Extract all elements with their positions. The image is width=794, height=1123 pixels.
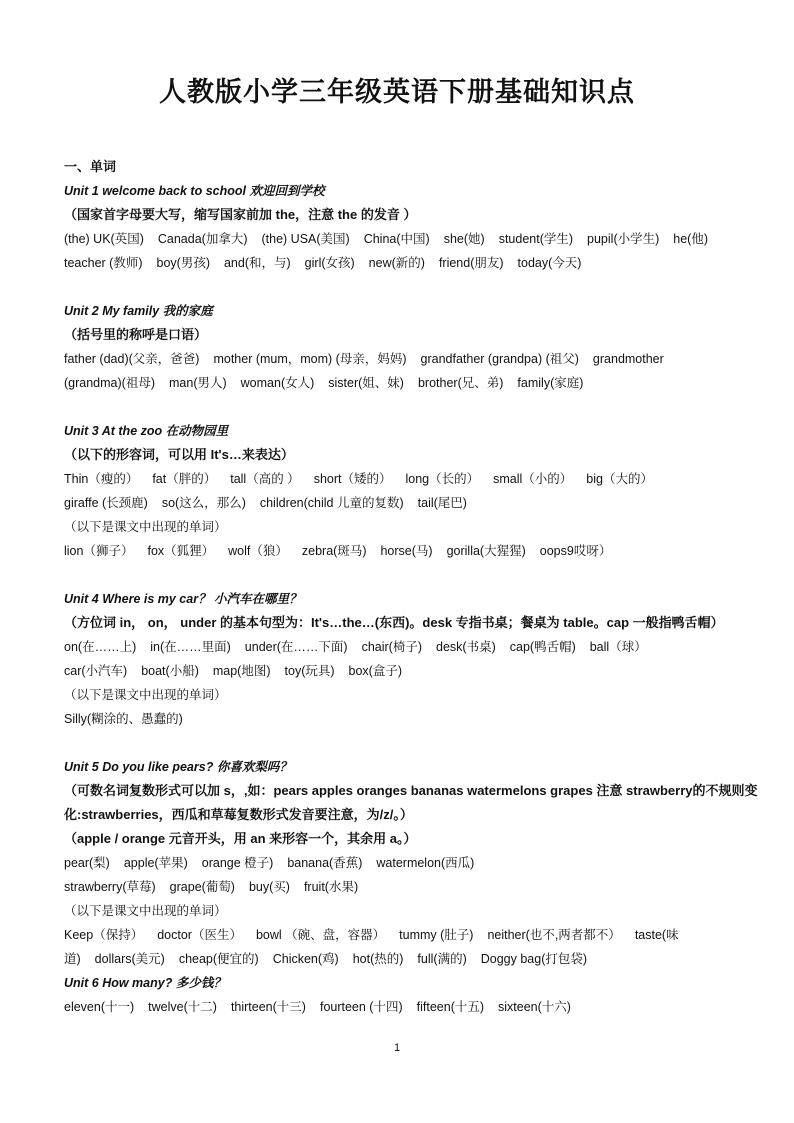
vocab-word: boy(男孩) [156, 256, 210, 270]
vocab-word: gorilla(大猩猩) [446, 544, 526, 558]
vocab-word: hot(热的) [352, 952, 404, 966]
vocab-word: tail(尾巴) [417, 496, 467, 510]
vocab-word: in(在……里面) [150, 640, 231, 654]
vocab-word: cheap(便宜的) [178, 952, 259, 966]
vocab-word: today(今天) [517, 256, 582, 270]
unit-heading: Unit 2 My family 我的家庭 [64, 304, 213, 318]
vocab-word: sister(姐、妹) [328, 376, 404, 390]
unit-heading: Unit 5 Do you like pears? 你喜欢梨吗？ [64, 760, 292, 774]
vocab-line [64, 347, 788, 371]
vocab-word: （以下是课文中出现的单词） [64, 688, 227, 702]
vocab-word: man(男人) [169, 376, 227, 390]
section-heading: 一、单词 [64, 159, 117, 174]
vocab-word: buy(买) [248, 880, 290, 894]
unit-heading: Unit 4 Where is my car？ 小汽车在哪里？ [64, 592, 302, 606]
vocab-word: China(中国) [363, 232, 430, 246]
vocab-line [64, 923, 788, 947]
vocab-word: cap(鸭舌帽) [509, 640, 576, 654]
unit-note: （以下的形容词，可以用 It's…来表达） [64, 447, 294, 462]
vocab-word: doctor（医生） [157, 928, 242, 942]
vocab-word: fourteen (十四) [319, 1000, 403, 1014]
unit-note: （国家首字母要大写，缩写国家前加 the，注意 the 的发音 ） [64, 207, 417, 222]
vocab-word: neither(也不,两者都不） [487, 928, 621, 942]
vocab-word: father (dad)(父亲，爸爸) [64, 352, 200, 366]
vocab-word: horse(马) [380, 544, 433, 558]
unit-note: （可数名词复数形式可以加 s，,如：pears apples oranges bananas watermelons grapes 注意 strawberry的不规则变化:strawberries，西瓜和草莓复数形式发音要注意，为/z/。） [64, 783, 758, 822]
vocab-word: fruit(水果) [303, 880, 359, 894]
vocab-word: fox（狐狸） [147, 544, 215, 558]
vocab-line [64, 683, 788, 707]
unit-spacer [64, 563, 788, 587]
vocab-word: ball（球） [589, 640, 647, 654]
vocab-word: (the) USA(美国) [261, 232, 350, 246]
vocab-word: Thin（瘦的） [64, 472, 139, 486]
vocab-word: (grandma)(祖母) [64, 376, 155, 390]
vocab-line [64, 851, 788, 875]
vocab-word: pupil(小学生) [587, 232, 660, 246]
vocab-word: Chicken(鸡) [272, 952, 339, 966]
vocab-word: zebra(斑马) [301, 544, 367, 558]
page-title: 人教版小学三年级英语下册基础知识点 [159, 77, 635, 108]
vocab-line [64, 227, 788, 251]
vocab-word: pear(梨) [64, 856, 110, 870]
vocab-word: girl(女孩) [304, 256, 355, 270]
vocab-word: grandfather (grandpa) (祖父) [420, 352, 579, 366]
vocab-line [64, 707, 788, 731]
vocab-word: short（矮的） [313, 472, 392, 486]
document-body [64, 155, 788, 1019]
vocab-word: he(他) [673, 232, 709, 246]
vocab-word: woman(女人) [240, 376, 315, 390]
vocab-line [64, 899, 788, 923]
unit-note: （括号里的称呼是口语） [64, 327, 208, 342]
vocab-word: teacher (教师) [64, 256, 143, 270]
vocab-line [64, 659, 788, 683]
vocab-line [64, 467, 788, 491]
vocab-word: family(家庭) [517, 376, 584, 390]
vocab-word: Doggy bag(打包袋) [480, 952, 588, 966]
vocab-word: grape(葡萄) [169, 880, 235, 894]
vocab-word: apple(苹果) [123, 856, 188, 870]
vocab-word: full(满的) [417, 952, 467, 966]
vocab-word: Keep（保持） [64, 928, 144, 942]
vocab-word: （以下是课文中出现的单词） [64, 904, 227, 918]
unit-heading: Unit 1 welcome back to school 欢迎回到学校 [64, 184, 325, 198]
vocab-word: Silly(糊涂的、愚蠢的) [64, 712, 183, 726]
unit-note: （apple / orange 元音开头，用 an 来形容一个，其余用 a。） [64, 831, 417, 846]
vocab-word: fat（胖的） [152, 472, 217, 486]
vocab-word: lion（狮子） [64, 544, 134, 558]
vocab-word: under(在……下面) [244, 640, 348, 654]
vocab-word: box(盒子) [348, 664, 403, 678]
vocab-word: banana(香蕉) [287, 856, 363, 870]
vocab-word: watermelon(西瓜) [376, 856, 475, 870]
unit-heading: Unit 6 How many? 多少钱？ [64, 976, 226, 990]
vocab-word: oops9哎呀） [539, 544, 612, 558]
vocab-word: wolf（狼） [228, 544, 288, 558]
vocab-word: new(新的) [368, 256, 425, 270]
vocab-word: eleven(十一) [64, 1000, 135, 1014]
vocab-line [64, 635, 788, 659]
vocab-line [64, 515, 788, 539]
vocab-word: on(在……上) [64, 640, 137, 654]
vocab-line [64, 947, 788, 971]
vocab-line [64, 875, 788, 899]
vocab-word: car(小汽车) [64, 664, 128, 678]
vocab-line [64, 491, 788, 515]
vocab-word: giraffe (长颈鹿) [64, 496, 148, 510]
unit-note: （方位词 in， on， under 的基本句型为：It's…the…(东西)。desk 专指书桌；餐桌为 table。cap 一般指鸭舌帽） [64, 615, 724, 630]
unit-spacer [64, 395, 788, 419]
vocab-word: she(她) [443, 232, 485, 246]
vocab-word: taste(味 [634, 928, 679, 942]
vocab-word: fifteen(十五) [416, 1000, 485, 1014]
vocab-line [64, 539, 788, 563]
vocab-word: brother(兄、弟) [417, 376, 504, 390]
vocab-word: desk(书桌) [436, 640, 496, 654]
vocab-line [64, 995, 788, 1019]
vocab-word: twelve(十二) [148, 1000, 217, 1014]
vocab-word: big（大的） [586, 472, 653, 486]
vocab-word: children(child 儿童的复数) [259, 496, 404, 510]
vocab-word: chair(椅子) [361, 640, 423, 654]
vocab-word: bowl （碗、盘，容器） [255, 928, 386, 942]
vocab-word: Canada(加拿大) [157, 232, 248, 246]
vocab-word: mother (mum，mom) (母亲，妈妈) [213, 352, 407, 366]
vocab-word: (the) UK(英国) [64, 232, 144, 246]
vocab-word: thirteen(十三) [230, 1000, 306, 1014]
vocab-word: long（长的） [405, 472, 480, 486]
unit-spacer [64, 275, 788, 299]
unit-heading: Unit 3 At the zoo 在动物园里 [64, 424, 229, 438]
vocab-word: （以下是课文中出现的单词） [64, 520, 227, 534]
vocab-word: 道) [64, 952, 81, 966]
vocab-word: grandmother [592, 352, 664, 366]
vocab-word: strawberry(草莓) [64, 880, 156, 894]
vocab-word: boat(小船) [141, 664, 199, 678]
vocab-line [64, 371, 788, 395]
vocab-word: small（小的） [493, 472, 573, 486]
vocab-word: toy(玩具) [284, 664, 335, 678]
vocab-line [64, 251, 788, 275]
vocab-word: tummy (肚子) [399, 928, 474, 942]
unit-spacer [64, 731, 788, 755]
units-container [64, 179, 788, 1019]
vocab-word: orange 橙子) [201, 856, 274, 870]
vocab-word: so(这么，那么) [161, 496, 246, 510]
vocab-word: sixteen(十六) [498, 1000, 571, 1014]
vocab-word: tall（高的 ） [230, 472, 300, 486]
vocab-word: map(地图) [212, 664, 271, 678]
vocab-word: and(和，与) [223, 256, 291, 270]
vocab-word: friend(朋友) [438, 256, 504, 270]
vocab-word: dollars(美元) [94, 952, 165, 966]
page-number: 1 [393, 1042, 401, 1054]
vocab-word: student(学生) [498, 232, 574, 246]
